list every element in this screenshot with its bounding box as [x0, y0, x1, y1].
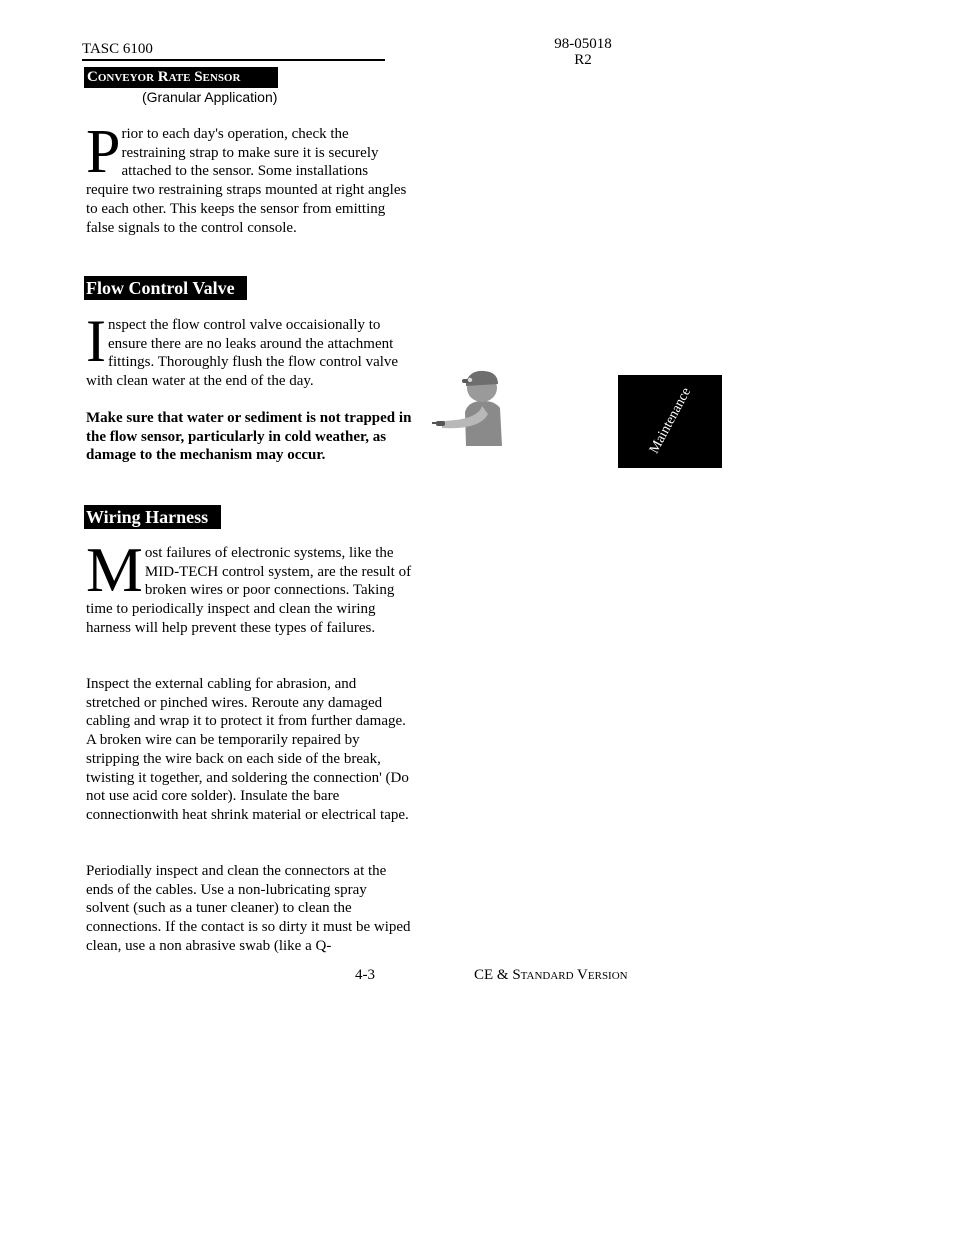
- footer-version: CE & Standard Version: [474, 967, 628, 983]
- header-model: TASC 6100: [82, 41, 385, 61]
- dropcap-i: I: [86, 308, 106, 374]
- paragraph-wiring-2: Inspect the external cabling for abrasion, and stretched or pinched wires. Reroute any damaged cabling and wrap it to protect it from further damage. A broken wire can be temporarily repaired by stripping the wire back on each side of the break, twisting it together, and soldering the connection' (Do not use acid core solder). Insulate the bare connectionwith heat shrink material or electrical tape.: [86, 676, 409, 823]
- paragraph-flow-control-text: nspect the flow control valve occaisionally to ensure there are no leaks around the attachment fittings. Thoroughly flush the flow control valve with clean water at the end of the day.: [86, 317, 399, 390]
- maintenance-tab: [618, 375, 722, 468]
- flow-warning: Make sure that water or sediment is not trapped in the flow sensor, particularly in cold weather, as damage to the mechanism may occur.: [86, 410, 412, 464]
- revision: R2: [574, 52, 592, 68]
- paragraph-wiring-1: [86, 534, 412, 638]
- doc-number: 98-05018: [554, 36, 612, 52]
- paragraph-conveyor: [86, 118, 412, 237]
- dropcap-p: P: [86, 118, 121, 186]
- paragraph-conveyor-text: rior to each day's operation, check the restraining strap to make sure it is securely attached to the sensor. Some installations require two restraining straps mounted at right angles to each other. This keeps the sensor from emitting false signals to the control console.: [86, 126, 407, 236]
- pointing-man-icon: [432, 368, 506, 448]
- maintenance-tab-label: Maintenance: [646, 385, 695, 457]
- section-title-wiring: Wiring Harness: [84, 505, 221, 529]
- section-title-flow-control: Flow Control Valve: [84, 276, 247, 300]
- header-doc-info: [540, 36, 626, 68]
- section-subtitle-conveyor: (Granular Application): [142, 89, 278, 105]
- page-number: 4-3: [355, 967, 375, 983]
- paragraph-wiring-1-text: ost failures of electronic systems, like the MID-TECH control system, are the result of broken wires or poor connections. Taking time to periodically inspect and clean the wiring harness will help prevent these types of failures.: [86, 545, 412, 636]
- section-title-conveyor: Conveyor Rate Sensor: [84, 67, 278, 88]
- pointing-man-figure: [432, 368, 506, 448]
- dropcap-m: M: [86, 534, 143, 605]
- paragraph-flow-control: [86, 308, 412, 391]
- paragraph-wiring-3: Periodially inspect and clean the connectors at the ends of the cables. Use a non-lubricating spray solvent (such as a tuner cleaner) to clean the connections. If the contact is so dirty it must be wiped clean, use a non abrasive swab (like a Q-: [86, 863, 411, 954]
